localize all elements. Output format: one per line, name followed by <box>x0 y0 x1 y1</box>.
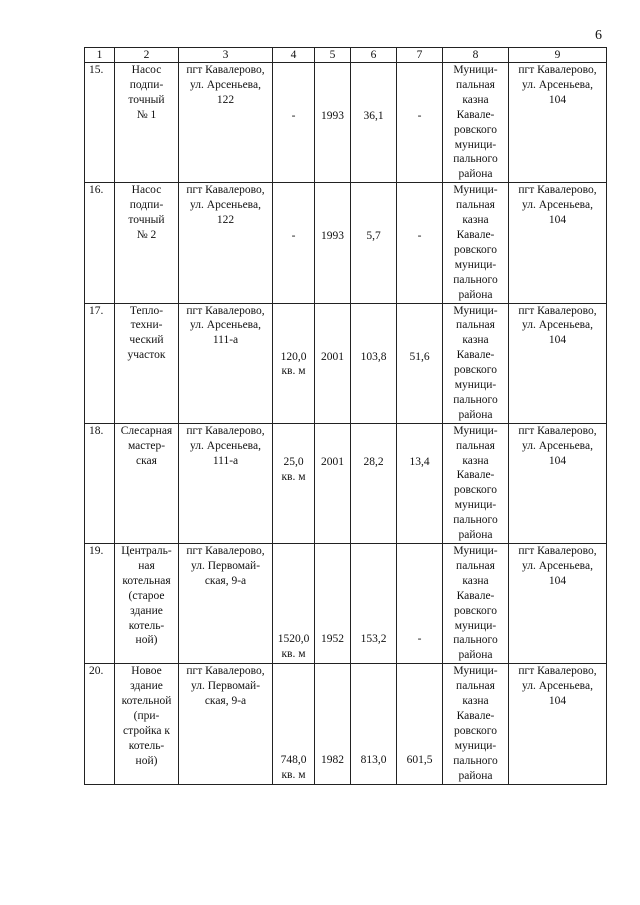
area-value-line: кв. м <box>281 768 306 781</box>
owner-line: пальная <box>456 319 495 332</box>
area-cell <box>273 63 315 183</box>
year-value <box>315 455 350 470</box>
year-value <box>315 753 350 768</box>
row-number-cell <box>85 423 115 543</box>
owner-line: пальная <box>456 78 495 91</box>
owner-cell <box>443 544 509 664</box>
object-name-line: Централь- <box>121 545 172 557</box>
row-number-cell <box>85 63 115 183</box>
book-value <box>351 455 396 470</box>
book-value-line: 103,8 <box>360 350 387 363</box>
owner-line: пального <box>453 273 498 286</box>
residual-value-line: - <box>417 633 422 646</box>
object-name-line: котель- <box>128 739 165 752</box>
owner-line: района <box>458 769 493 782</box>
address-cell <box>179 423 273 543</box>
object-name-line: здание <box>130 680 163 693</box>
holder-cell <box>509 423 607 543</box>
area-value <box>273 632 314 662</box>
object-name-line: стройка к <box>123 724 170 737</box>
residual-value-cell <box>397 303 443 423</box>
address-cell <box>179 664 273 784</box>
table-row <box>85 544 607 664</box>
holder-cell <box>509 544 607 664</box>
area-value <box>273 753 314 783</box>
object-name-cell <box>115 544 179 664</box>
area-value-line: 25,0 <box>283 455 304 468</box>
area-cell <box>273 303 315 423</box>
residual-value-line: - <box>417 110 422 122</box>
object-name-line: точный <box>128 93 165 106</box>
area-value <box>273 455 314 485</box>
year-cell <box>315 183 351 303</box>
owner-line: муници- <box>454 619 497 632</box>
owner-line: пальная <box>456 199 495 212</box>
year-cell <box>315 423 351 543</box>
year-value-line: 1993 <box>321 110 344 122</box>
holder-line: пгт Кавалерово, <box>518 304 597 317</box>
address-cell <box>179 544 273 664</box>
owner-line: пальная <box>456 559 495 572</box>
residual-value-cell <box>397 664 443 784</box>
row-number-cell <box>85 664 115 784</box>
owner-cell <box>443 303 509 423</box>
object-name-line: Тепло- <box>129 304 164 317</box>
owner-line: казна <box>462 695 489 708</box>
address-cell <box>179 183 273 303</box>
address-line: ул. Арсеньева, <box>190 78 261 91</box>
area-value <box>273 109 314 124</box>
row-number-cell <box>85 183 115 303</box>
owner-line: пального <box>453 393 498 406</box>
address-cell <box>179 303 273 423</box>
residual-value <box>397 109 442 124</box>
object-name-line: (при- <box>133 709 160 722</box>
residual-value <box>397 350 442 365</box>
holder-line: пгт Кавалерово, <box>518 184 597 197</box>
year-value <box>315 350 350 365</box>
holder-line: пгт Кавалерово, <box>518 64 597 76</box>
owner-line: Кавале- <box>456 709 495 722</box>
address-line: ская, 9-а <box>204 695 247 708</box>
residual-value-line: 13,4 <box>409 455 430 468</box>
object-name-line: № 2 <box>136 228 157 241</box>
area-value <box>273 350 314 380</box>
row-number-cell <box>85 544 115 664</box>
year-cell <box>315 63 351 183</box>
owner-line: района <box>458 288 493 301</box>
owner-line: пальная <box>456 680 495 693</box>
holder-line: 104 <box>548 334 567 347</box>
area-value-line: кв. м <box>281 365 306 378</box>
object-name-line: Новое <box>131 665 162 678</box>
book-value-cell <box>351 423 397 543</box>
holder-line: 104 <box>548 454 567 467</box>
year-cell <box>315 544 351 664</box>
owner-line: муници- <box>454 499 497 512</box>
row-number: 16. <box>89 184 104 197</box>
year-value-line: 1952 <box>321 633 344 646</box>
area-value-line: 120,0 <box>280 350 307 363</box>
area-value-line: - <box>291 110 296 122</box>
owner-line: Муници- <box>453 424 498 437</box>
object-name-line: Насос <box>131 64 162 76</box>
object-name-line: котельная <box>122 574 171 587</box>
object-name-line: здание <box>130 604 163 617</box>
owner-line: пального <box>453 754 498 767</box>
area-value-line: кв. м <box>281 470 306 483</box>
page-number: 6 <box>595 28 602 43</box>
address-line: 111-а <box>212 334 239 347</box>
owner-cell <box>443 423 509 543</box>
object-name-line: участок <box>127 349 166 362</box>
row-number: 19. <box>89 545 104 557</box>
year-value <box>315 632 350 647</box>
owner-line: муници- <box>454 258 497 271</box>
object-name-line: № 1 <box>136 108 157 121</box>
object-name-line: мастер- <box>127 439 166 452</box>
object-name-line: Слесарная <box>120 424 173 437</box>
holder-line: 104 <box>548 695 567 708</box>
table-row <box>85 183 607 303</box>
address-line: пгт Кавалерово, <box>186 64 265 76</box>
book-value <box>351 229 396 244</box>
residual-value-line: - <box>417 230 422 243</box>
year-cell <box>315 303 351 423</box>
book-value-cell <box>351 63 397 183</box>
owner-line: казна <box>462 93 489 106</box>
address-cell <box>179 63 273 183</box>
area-value-line: 1520,0 <box>277 633 310 646</box>
property-register-table <box>84 47 607 785</box>
holder-line: ул. Арсеньева, <box>522 439 593 452</box>
owner-line: ровского <box>454 484 497 497</box>
book-value-cell <box>351 544 397 664</box>
book-value-cell <box>351 664 397 784</box>
owner-line: казна <box>462 574 489 587</box>
owner-line: района <box>458 168 493 181</box>
object-name-line: ной) <box>135 754 158 767</box>
object-name-line: ская <box>136 454 157 467</box>
header-cell: 2 <box>115 48 179 63</box>
row-number: 15. <box>89 64 104 76</box>
table-row <box>85 664 607 784</box>
owner-line: муници- <box>454 138 497 151</box>
owner-line: района <box>458 529 493 542</box>
year-value-line: 1982 <box>321 753 344 766</box>
table-row <box>85 303 607 423</box>
area-value <box>273 229 314 244</box>
table-row <box>85 63 607 183</box>
owner-line: Кавале- <box>456 469 495 482</box>
holder-line: 104 <box>548 214 567 227</box>
owner-cell <box>443 183 509 303</box>
header-cell: 4 <box>273 48 315 63</box>
book-value-line: 813,0 <box>360 753 387 766</box>
owner-cell <box>443 664 509 784</box>
holder-cell <box>509 303 607 423</box>
holder-line: ул. Арсеньева, <box>522 78 593 91</box>
year-value <box>315 109 350 124</box>
header-cell: 5 <box>315 48 351 63</box>
owner-line: казна <box>462 214 489 227</box>
owner-line: ровского <box>454 243 497 256</box>
address-line: пгт Кавалерово, <box>186 424 265 437</box>
row-number: 17. <box>89 304 104 317</box>
area-cell <box>273 423 315 543</box>
residual-value <box>397 753 442 768</box>
row-number-cell <box>85 303 115 423</box>
holder-line: пгт Кавалерово, <box>518 424 597 437</box>
row-number: 18. <box>89 424 104 437</box>
book-value <box>351 109 396 124</box>
object-name-cell <box>115 664 179 784</box>
book-value-line: 28,2 <box>363 455 384 468</box>
object-name-line: Насос <box>131 184 162 197</box>
address-line: пгт Кавалерово, <box>186 184 265 197</box>
holder-line: 104 <box>548 574 567 587</box>
owner-line: Муници- <box>453 64 498 76</box>
address-line: ул. Первомай- <box>190 559 261 572</box>
object-name-line: точный <box>128 214 165 227</box>
address-line: ул. Первомай- <box>190 680 261 693</box>
object-name-line: подпи- <box>129 78 164 91</box>
owner-line: пальная <box>456 439 495 452</box>
owner-line: пального <box>453 514 498 527</box>
header-cell: 3 <box>179 48 273 63</box>
residual-value-cell <box>397 183 443 303</box>
holder-line: ул. Арсеньева, <box>522 319 593 332</box>
book-value <box>351 632 396 647</box>
holder-line: пгт Кавалерово, <box>518 665 597 678</box>
header-cell: 6 <box>351 48 397 63</box>
area-cell <box>273 544 315 664</box>
object-name-line: котель- <box>128 619 165 632</box>
residual-value-line: 51,6 <box>409 350 430 363</box>
header-cell: 8 <box>443 48 509 63</box>
residual-value <box>397 632 442 647</box>
owner-line: района <box>458 649 493 662</box>
owner-line: ровского <box>454 123 497 136</box>
holder-line: ул. Арсеньева, <box>522 680 593 693</box>
table-row <box>85 423 607 543</box>
owner-line: казна <box>462 454 489 467</box>
address-line: 122 <box>216 214 235 227</box>
header-row <box>85 48 607 63</box>
address-line: ул. Арсеньева, <box>190 199 261 212</box>
holder-line: ул. Арсеньева, <box>522 559 593 572</box>
owner-line: пального <box>453 634 498 647</box>
address-line: ул. Арсеньева, <box>190 439 261 452</box>
owner-line: Кавале- <box>456 349 495 362</box>
area-value-line: - <box>291 230 296 243</box>
owner-line: Кавале- <box>456 108 495 121</box>
owner-line: Муници- <box>453 184 498 197</box>
book-value-line: 5,7 <box>366 230 381 243</box>
owner-line: муници- <box>454 379 497 392</box>
owner-line: района <box>458 408 493 421</box>
owner-line: казна <box>462 334 489 347</box>
owner-line: Муници- <box>453 545 498 557</box>
owner-line: ровского <box>454 364 497 377</box>
object-name-cell <box>115 63 179 183</box>
object-name-line: техни- <box>130 319 163 332</box>
address-line: пгт Кавалерово, <box>186 665 265 678</box>
year-value-line: 1993 <box>321 230 344 243</box>
object-name-cell <box>115 303 179 423</box>
object-name-line: ная <box>138 559 155 572</box>
address-line: 122 <box>216 93 235 106</box>
holder-cell <box>509 183 607 303</box>
residual-value <box>397 455 442 470</box>
owner-line: ровского <box>454 604 497 617</box>
owner-line: Муници- <box>453 665 498 678</box>
year-value-line: 2001 <box>321 455 344 468</box>
owner-line: ровского <box>454 724 497 737</box>
object-name-line: котельной <box>121 695 172 708</box>
object-name-cell <box>115 423 179 543</box>
residual-value <box>397 229 442 244</box>
header-cell: 1 <box>85 48 115 63</box>
holder-line: 104 <box>548 93 567 106</box>
address-line: 111-а <box>212 454 239 467</box>
holder-cell <box>509 664 607 784</box>
address-line: пгт Кавалерово, <box>186 545 265 557</box>
year-cell <box>315 664 351 784</box>
residual-value-line: 601,5 <box>406 753 433 766</box>
object-name-line: подпи- <box>129 199 164 212</box>
area-cell <box>273 183 315 303</box>
owner-line: Муници- <box>453 304 498 317</box>
residual-value-cell <box>397 423 443 543</box>
address-line: ул. Арсеньева, <box>190 319 261 332</box>
book-value <box>351 350 396 365</box>
address-line: ская, 9-а <box>204 574 247 587</box>
book-value-cell <box>351 303 397 423</box>
area-value-line: кв. м <box>281 648 306 661</box>
object-name-line: ной) <box>135 634 158 647</box>
holder-line: пгт Кавалерово, <box>518 545 597 557</box>
holder-line: ул. Арсеньева, <box>522 199 593 212</box>
residual-value-cell <box>397 544 443 664</box>
object-name-line: ческий <box>129 334 164 347</box>
area-cell <box>273 664 315 784</box>
book-value-cell <box>351 183 397 303</box>
owner-line: муници- <box>454 739 497 752</box>
book-value <box>351 753 396 768</box>
object-name-line: (старое <box>128 589 165 602</box>
owner-line: Кавале- <box>456 589 495 602</box>
owner-line: Кавале- <box>456 228 495 241</box>
year-value <box>315 229 350 244</box>
year-value-line: 2001 <box>321 350 344 363</box>
book-value-line: 36,1 <box>363 110 384 122</box>
row-number: 20. <box>89 665 104 678</box>
header-cell: 9 <box>509 48 607 63</box>
book-value-line: 153,2 <box>360 633 387 646</box>
owner-cell <box>443 63 509 183</box>
owner-line: пального <box>453 153 498 166</box>
holder-cell <box>509 63 607 183</box>
header-cell: 7 <box>397 48 443 63</box>
area-value-line: 748,0 <box>280 753 307 766</box>
address-line: пгт Кавалерово, <box>186 304 265 317</box>
residual-value-cell <box>397 63 443 183</box>
object-name-cell <box>115 183 179 303</box>
